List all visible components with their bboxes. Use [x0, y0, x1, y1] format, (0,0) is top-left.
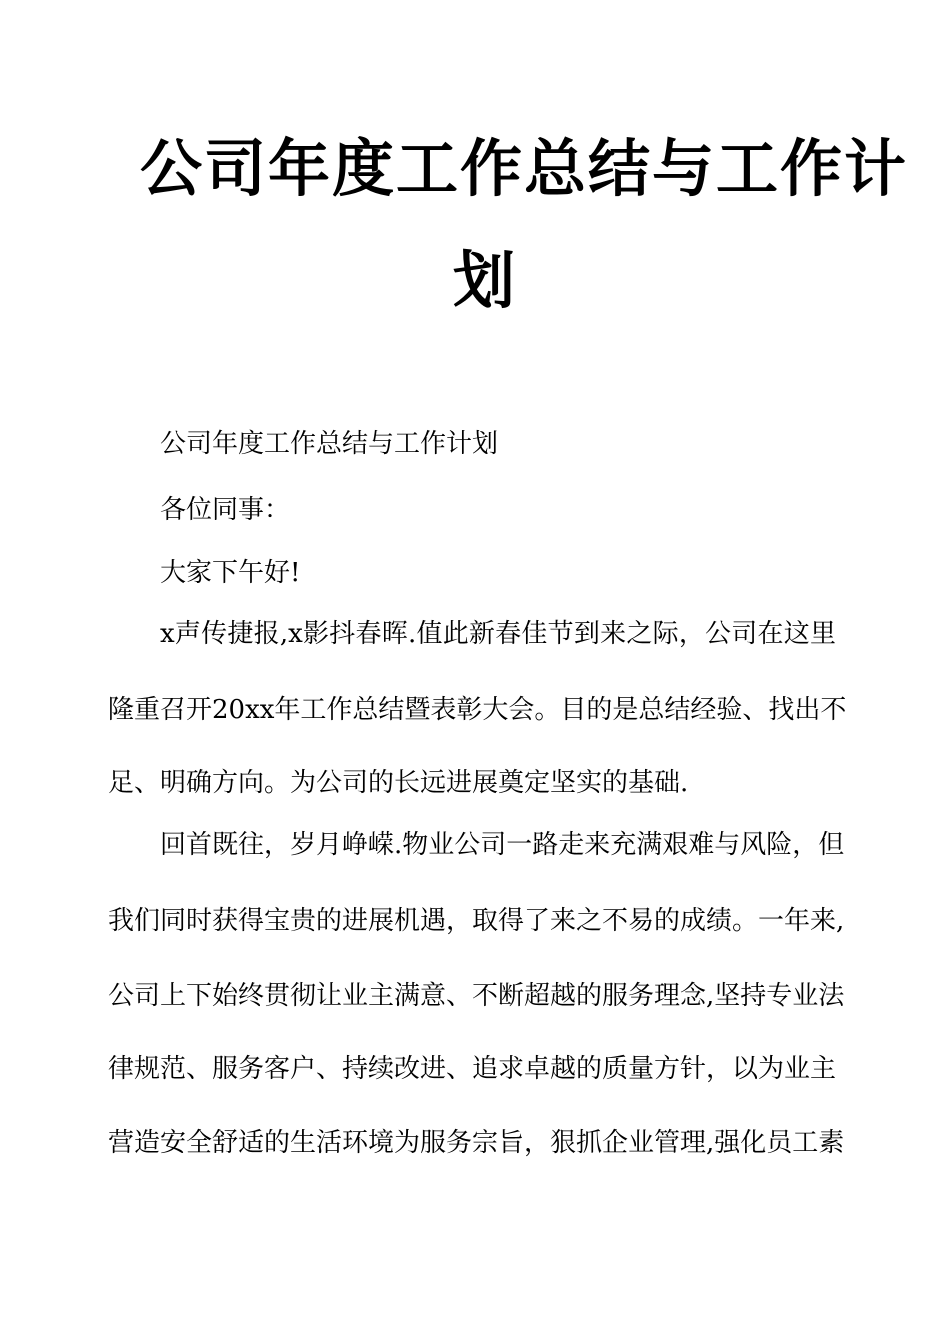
salutation-line: 各位同事： — [160, 495, 291, 525]
paragraph-2-line-4: 律规范、服务客户、持续改进、追求卓越的质量方针，以为业主 — [108, 1054, 837, 1084]
paragraph-1-line-2: 隆重召开20xx年工作总结暨表彰大会。目的是总结经验、找出不 — [108, 695, 847, 725]
paragraph-1-line-3: 足、明确方向。为公司的长远进展奠定坚实的基础. — [108, 768, 689, 798]
paragraph-1-line-1: x声传捷报,x影抖春晖.值此新春佳节到来之际，公司在这里 — [160, 619, 836, 649]
document-title-line-2: 划 — [452, 244, 515, 317]
paragraph-2-line-2: 我们同时获得宝贵的进展机遇，取得了来之不易的成绩。一年来, — [108, 906, 845, 936]
document-title-line-1: 公司年度工作总结与工作计 — [140, 132, 909, 205]
paragraph-2-line-5: 营造安全舒适的生活环境为服务宗旨，狠抓企业管理,强化员工素 — [108, 1128, 845, 1158]
paragraph-2-line-3: 公司上下始终贯彻让业主满意、不断超越的服务理念,坚持专业法 — [108, 981, 845, 1011]
paragraph-2-line-1: 回首既往，岁月峥嵘.物业公司一路走来充满艰难与风险，但 — [160, 830, 845, 860]
greeting-line: 大家下午好! — [160, 558, 301, 588]
subtitle-line: 公司年度工作总结与工作计划 — [160, 429, 499, 459]
